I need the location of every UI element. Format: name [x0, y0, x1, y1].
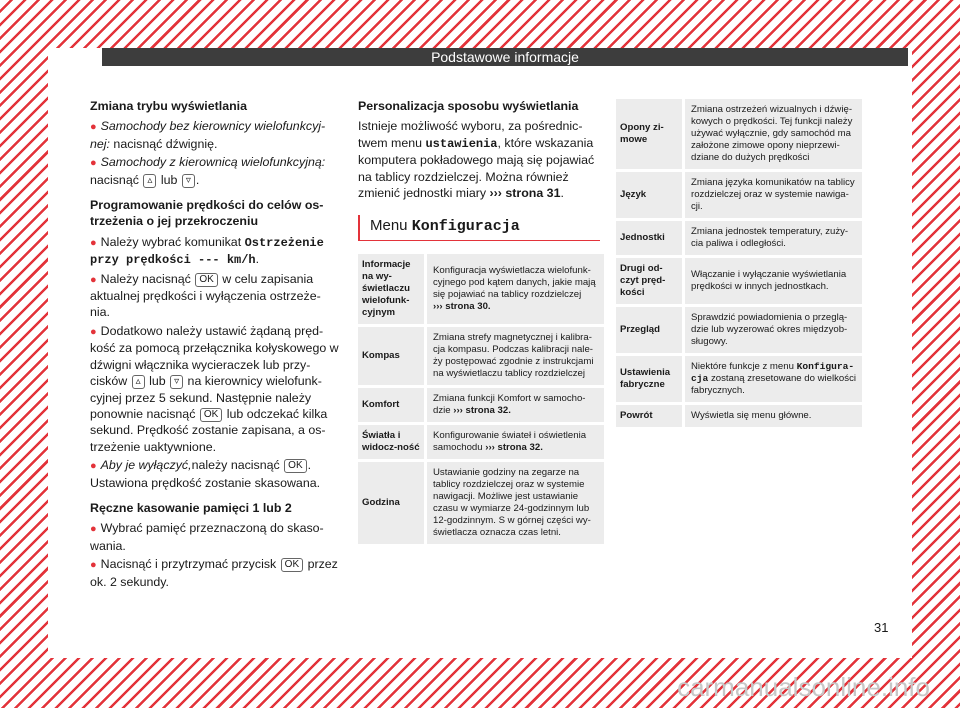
row-value: Zmiana funkcji Komfort w samocho-dzie ››› strona 32.	[427, 388, 604, 422]
table-row	[616, 172, 862, 218]
table-row	[616, 221, 862, 255]
row-key: Przegląd	[616, 307, 685, 353]
up-key-icon: ▵	[143, 174, 156, 188]
bullet-icon: ●	[90, 236, 97, 249]
table-row	[358, 388, 604, 422]
table-row	[616, 99, 862, 169]
intro-paragraph: Istnieje możliwość wyboru, za pośrednic-twem menu ustawienia, które wskazania komputera pokładowego mają się pojawiać na tablicy rozdzielczej. Można również zmienić jednostki miary ››› strona 31.	[358, 119, 595, 201]
table-row	[358, 327, 604, 385]
bullet-item: ● Wybrać pamięć przeznaczoną do skaso-wania.	[90, 521, 324, 553]
row-key: Język	[616, 172, 685, 218]
bullet-item: ● Samochody z kierownicą wielofunkcyjną: nacisnąć ▵ lub ▿ .	[90, 155, 326, 187]
table-row	[358, 462, 604, 544]
row-key: Kompas	[358, 327, 427, 385]
row-key: Komfort	[358, 388, 427, 422]
row-value: Konfigurowanie świateł i oświetlenia samochodu ››› strona 32.	[427, 425, 604, 459]
up-key-icon: ▵	[132, 375, 145, 389]
row-value: Wyświetla się menu główne.	[685, 405, 862, 427]
heading-display-mode: Zmiana trybu wyświetlania	[90, 99, 247, 113]
page-link[interactable]: strona 31	[501, 186, 561, 201]
heading-speed-warning: Programowanie prędkości do celów os-trzeżenia o jej przekroczeniu	[90, 198, 324, 229]
bullet-item: ● Należy nacisnąć OK w celu zapisania aktualnej prędkości i wyłączenia ostrzeże-nia.	[90, 271, 321, 320]
middle-column	[358, 98, 604, 547]
row-value: Sprawdzić powiadomienia o przeglą-dzie lub wyzerować okres międzyob-sługowy.	[685, 307, 862, 353]
bullet-item: ● Aby je wyłączyć,należy nacisnąć OK . Ustawiona prędkość zostanie skasowana.	[90, 458, 321, 490]
row-key: Jednostki	[616, 221, 685, 255]
row-value: Włączanie i wyłączanie wyświetlania prędkości w innych jednostkach.	[685, 258, 862, 304]
row-value: Zmiana strefy magnetycznej i kalibra-cja kompasu. Podczas kalibracji nale-ży postępować zgodnie z instrukcjami na wyświetlaczu tablicy rozdzielczej	[427, 327, 604, 385]
bullet-icon: ●	[90, 121, 97, 134]
row-key: Godzina	[358, 462, 427, 544]
down-key-icon: ▿	[170, 375, 183, 389]
menu-title: Menu Konfiguracja	[358, 215, 600, 240]
section-header: Podstawowe informacje	[102, 48, 908, 66]
bullet-icon: ●	[90, 460, 97, 473]
row-key: Opony zi-mowe	[616, 99, 685, 169]
left-column	[90, 98, 340, 592]
config-table-left	[358, 251, 604, 547]
row-key: Światła i widocz-ność	[358, 425, 427, 459]
page-link[interactable]: ››› strona 32.	[453, 404, 511, 416]
ok-key-icon: OK	[281, 558, 303, 572]
ok-key-icon: OK	[195, 273, 217, 287]
ok-key-icon: OK	[284, 459, 306, 473]
manual-page	[48, 48, 912, 658]
row-value: Ustawianie godziny na zegarze na tablicy rozdzielczej oraz w systemie nawigacji. Możliwe jest ustawianie czasu w wymiarze 24-godzinnym lub 12-godzinnym. S w górnej części wy-świetlacza oznacza czas letni.	[427, 462, 604, 544]
row-key: Powrót	[616, 405, 685, 427]
table-row	[616, 356, 862, 402]
right-column	[616, 96, 860, 430]
row-value: Zmiana jednostek temperatury, zuży-cia paliwa i odległości.	[685, 221, 862, 255]
bullet-icon: ●	[90, 523, 97, 536]
row-value: Niektóre funkcje z menu Konfigura-cja zostaną zresetowane do wielkości fabrycznych.	[685, 356, 862, 402]
down-key-icon: ▿	[182, 174, 195, 188]
bullet-icon: ●	[90, 157, 97, 170]
config-table-right	[616, 96, 862, 430]
row-key: Informacje na wy-świetlaczu wielofunk-cyjnym	[358, 254, 427, 324]
table-row	[616, 307, 862, 353]
row-key: Ustawienia fabryczne	[616, 356, 685, 402]
row-value: Zmiana języka komunikatów na tablicy rozdzielczej oraz w systemie nawiga-cji.	[685, 172, 862, 218]
bullet-icon: ●	[90, 325, 97, 338]
row-value: Zmiana ostrzeżeń wizualnych i dźwię-kowych o prędkości. Tej funkcji należy używać wyłącznie, gdy samochód ma założone zimowe opony nieprzewi-dziane do dużych prędkości	[685, 99, 862, 169]
bullet-item: ● Samochody bez kierownicy wielofunkcyj-nej: nacisnąć dźwignię.	[90, 119, 326, 151]
bullet-item: ● Dodatkowo należy ustawić żądaną pręd-kość za pomocą przełącznika kołyskowego w dźwigni włącznika wycieraczek lub przy-cisków ▵ lub ▿ na kierownicy wielofunk-cyjnej przez 5 sekund. Następnie należy ponownie nacisnąć OK lub odczekać kilka sekund. Prędkość zostanie zapisana, a os-trzeżenie uaktywnione.	[90, 323, 339, 454]
table-row	[358, 254, 604, 324]
watermark: carmanualsonline.info	[677, 672, 930, 702]
row-value: Konfiguracja wyświetlacza wielofunk-cyjnego pod kątem danych, jakie mają się pojawiać na tablicy rozdzielczej ››› strona 30.	[427, 254, 604, 324]
table-row	[616, 405, 862, 427]
row-key: Drugi od-czyt pręd-kości	[616, 258, 685, 304]
page-link[interactable]: ››› strona 32.	[485, 441, 543, 453]
link-arrow-icon: ›››	[489, 186, 502, 201]
bullet-icon: ●	[90, 273, 97, 286]
ok-key-icon: OK	[200, 408, 222, 422]
heading-memory-reset: Ręczne kasowanie pamięci 1 lub 2	[90, 500, 292, 515]
bullet-icon: ●	[90, 559, 97, 572]
bullet-item: ● Należy wybrać komunikat Ostrzeżenie przy prędkości --- km/h.	[90, 234, 324, 268]
bullet-item: ● Nacisnąć i przytrzymać przycisk OK przez ok. 2 sekundy.	[90, 557, 338, 589]
heading-personalization: Personalizacja sposobu wyświetlania	[358, 99, 579, 113]
table-row	[358, 425, 604, 459]
page-number: 31	[874, 620, 889, 635]
table-row	[616, 258, 862, 304]
page-link[interactable]: ››› strona 30.	[433, 300, 491, 312]
